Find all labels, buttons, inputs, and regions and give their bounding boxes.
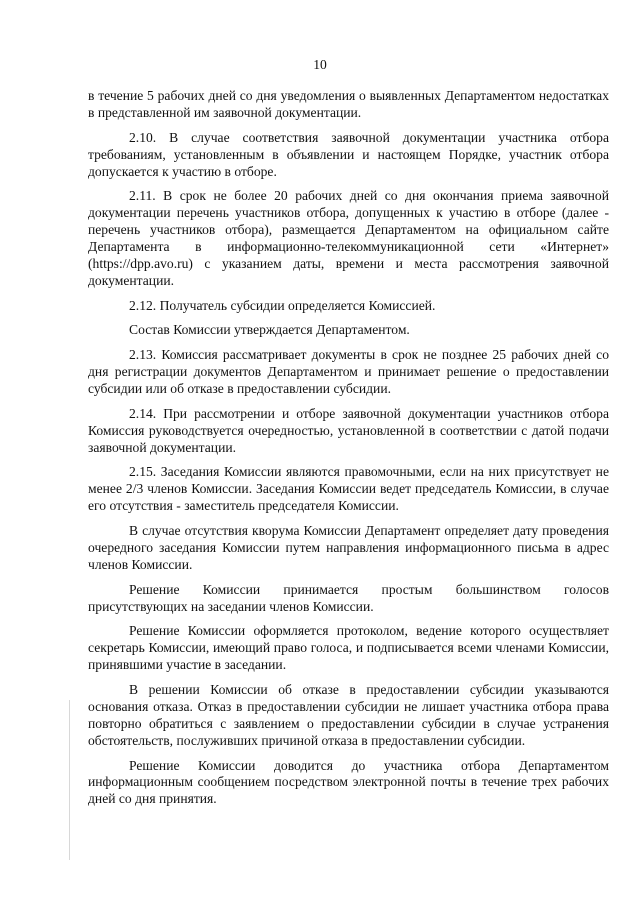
paragraph-2-13: 2.13. Комиссия рассматривает документы в срок не позднее 25 рабочих дней со дня регистрации документов Департаментом и принимает решение о предоставлении субсидии или об отказе в предоставлении субсидии. [88, 347, 609, 397]
paragraph-decision-majority: Решение Комиссии принимается простым большинством голосов присутствующих на заседании членов Комиссии. [88, 581, 609, 614]
paragraph-continuation: в течение 5 рабочих дней со дня уведомления о выявленных Департаментом недостатках в представленной им заявочной документации. [88, 88, 609, 120]
paragraph-refusal-grounds: В решении Комиссии об отказе в предоставлении субсидии указываются основания отказа. Отказ в предоставлении субсидии не лишает участника отбора права повторно обратиться с заявлением о предоставлении субсидии в случае устранения обстоятельств, послуживших причиной отказа в предоставлении субсидии. [88, 681, 609, 748]
paragraph-2-14: 2.14. При рассмотрении и отборе заявочной документации участников отбора Комиссия руководствуется очередностью, установленной в соответствии с датой подачи заявочной документации. [88, 405, 609, 455]
page-number: 10 [313, 57, 327, 72]
paragraph-decision-protocol: Решение Комиссии оформляется протоколом, ведение которого осуществляет секретарь Комиссии, имеющий право голоса, и подписывается всеми членами Комиссии, принявшими участие в заседании. [88, 623, 609, 673]
document-body [88, 88, 609, 816]
paragraph-2-11: 2.11. В срок не более 20 рабочих дней со дня окончания приема заявочной документации перечень участников отбора, допущенных к участию в отборе (далее - перечень участников отбора), размещается Департаментом на официальном сайте Департамента в информационно-телекоммуникационной сети «Интернет» (https://dpp.avo.ru) с указанием даты, времени и места рассмотрения заявочной документации. [88, 188, 609, 288]
scan-margin-mark [69, 700, 70, 860]
paragraph-commission-composition: Состав Комиссии утверждается Департаментом. [129, 322, 410, 338]
paragraph-quorum: В случае отсутствия кворума Комиссии Департамент определяет дату проведения очередного заседания Комиссии путем направления информационного письма в адрес членов Комиссии. [88, 523, 609, 572]
paragraph-2-15: 2.15. Заседания Комиссии являются правомочными, если на них присутствует не менее 2/3 членов Комиссии. Заседания Комиссии ведет председатель Комиссии, в случае его отсутствия - заместитель председателя Комиссии. [88, 464, 609, 514]
paragraph-decision-notification: Решение Комиссии доводится до участника отбора Департаментом информационным сообщением посредством электронной почты в течение трех рабочих дней со дня принятия. [88, 757, 609, 807]
paragraph-2-12: 2.12. Получатель субсидии определяется Комиссией. [129, 297, 436, 313]
paragraph-2-10: 2.10. В случае соответствия заявочной документации участника отбора требованиям, установленным в объявлении и настоящем Порядке, участник отбора допускается к участию в отборе. [88, 129, 609, 179]
